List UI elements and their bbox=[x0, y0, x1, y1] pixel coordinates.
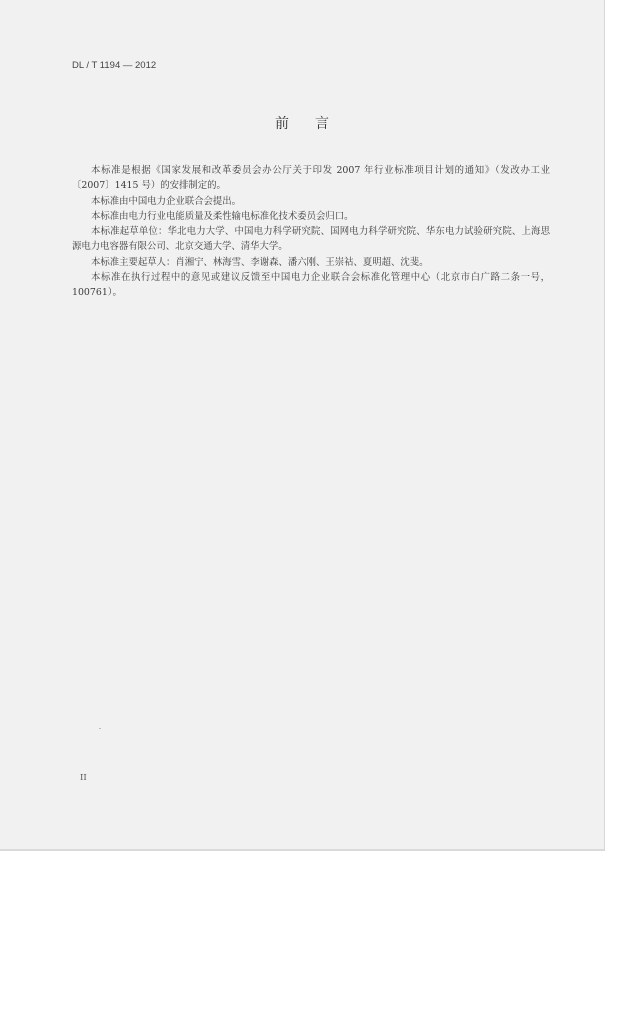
paragraph-committee: 本标准由电力行业电能质量及柔性输电标准化技术委员会归口。 bbox=[91, 210, 354, 222]
page-title: 前言 bbox=[275, 116, 355, 132]
paragraph-plan-basis: 本标准是根据《国家发展和改革委员会办公厅关于印发 2007 年行业标准项目计划的通知》（发改办工业〔2007〕1415 号）的安排制定的。 bbox=[72, 165, 550, 192]
scan-speck bbox=[99, 728, 101, 729]
page-number: II bbox=[80, 773, 87, 783]
paragraph-drafting-units: 本标准起草单位：华北电力大学、中国电力科学研究院、国网电力科学研究院、华东电力试验研究院、上海思源电力电容器有限公司、北京交通大学、清华大学。 bbox=[72, 226, 550, 253]
paragraph-proposer: 本标准由中国电力企业联合会提出。 bbox=[91, 195, 242, 207]
foreword-body bbox=[72, 163, 550, 301]
paragraph-drafters: 本标准主要起草人：肖湘宁、林海雪、李谢森、潘六刚、王崇祜、夏明超、沈斐。 bbox=[91, 256, 429, 268]
paragraph-feedback: 本标准在执行过程中的意见或建议反馈至中国电力企业联合会标准化管理中心（北京市白广路二条一号，100761）。 bbox=[72, 272, 550, 299]
standard-code: DL / T 1194 — 2012 bbox=[72, 60, 157, 71]
